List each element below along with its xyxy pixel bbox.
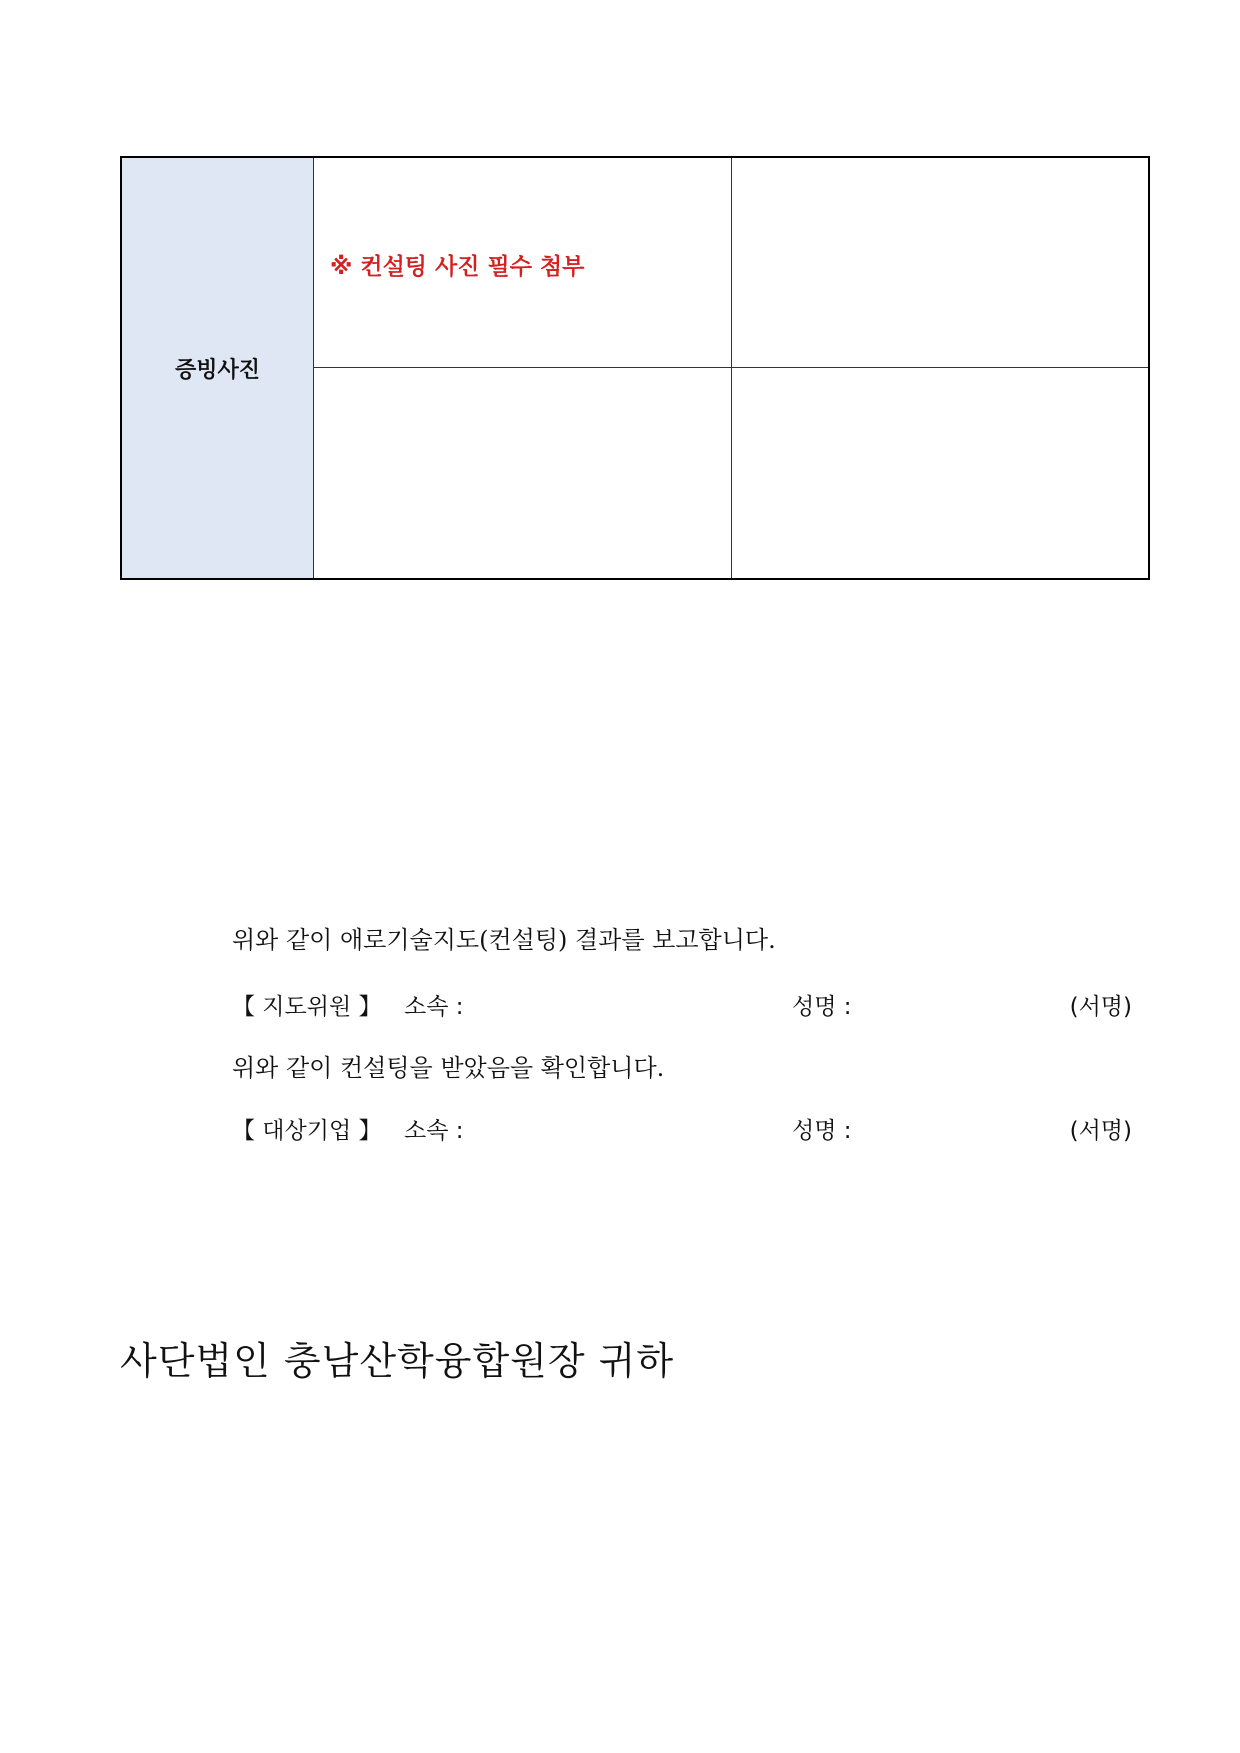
- company-signature-row: [232, 1112, 1132, 1142]
- company-role-label: 【 대상기업 】: [232, 1118, 382, 1144]
- company-affiliation-field[interactable]: 소속 :: [404, 1118, 464, 1144]
- photo-slot-3[interactable]: [314, 368, 732, 578]
- consultant-role-label: 【 지도위원 】: [232, 994, 382, 1020]
- photo-slot-1[interactable]: [314, 158, 732, 368]
- company-statement: 위와 같이 컨설팅을 받았음을 확인합니다.: [232, 1054, 665, 1082]
- addressee-footer: 사단법인 충남산학융합원장 귀하: [120, 1339, 675, 1383]
- consultant-name-field[interactable]: 성명 :: [792, 994, 852, 1020]
- photo-slot-4[interactable]: [732, 368, 1148, 578]
- consultant-statement: 위와 같이 애로기술지도(컨설팅) 결과를 보고합니다.: [232, 926, 776, 954]
- photo-slot-2[interactable]: [732, 158, 1148, 368]
- consultant-affiliation-field[interactable]: 소속 :: [404, 994, 464, 1020]
- photo-required-notice: ※ 컨설팅 사진 필수 첨부: [330, 254, 585, 280]
- consultant-signature-row: [232, 988, 1132, 1018]
- consultant-signature-field[interactable]: (서명): [1069, 994, 1132, 1020]
- company-name-field[interactable]: 성명 :: [792, 1118, 852, 1144]
- evidence-photo-label: 증빙사진: [122, 158, 314, 578]
- evidence-photo-table: [120, 156, 1150, 580]
- company-signature-field[interactable]: (서명): [1069, 1118, 1132, 1144]
